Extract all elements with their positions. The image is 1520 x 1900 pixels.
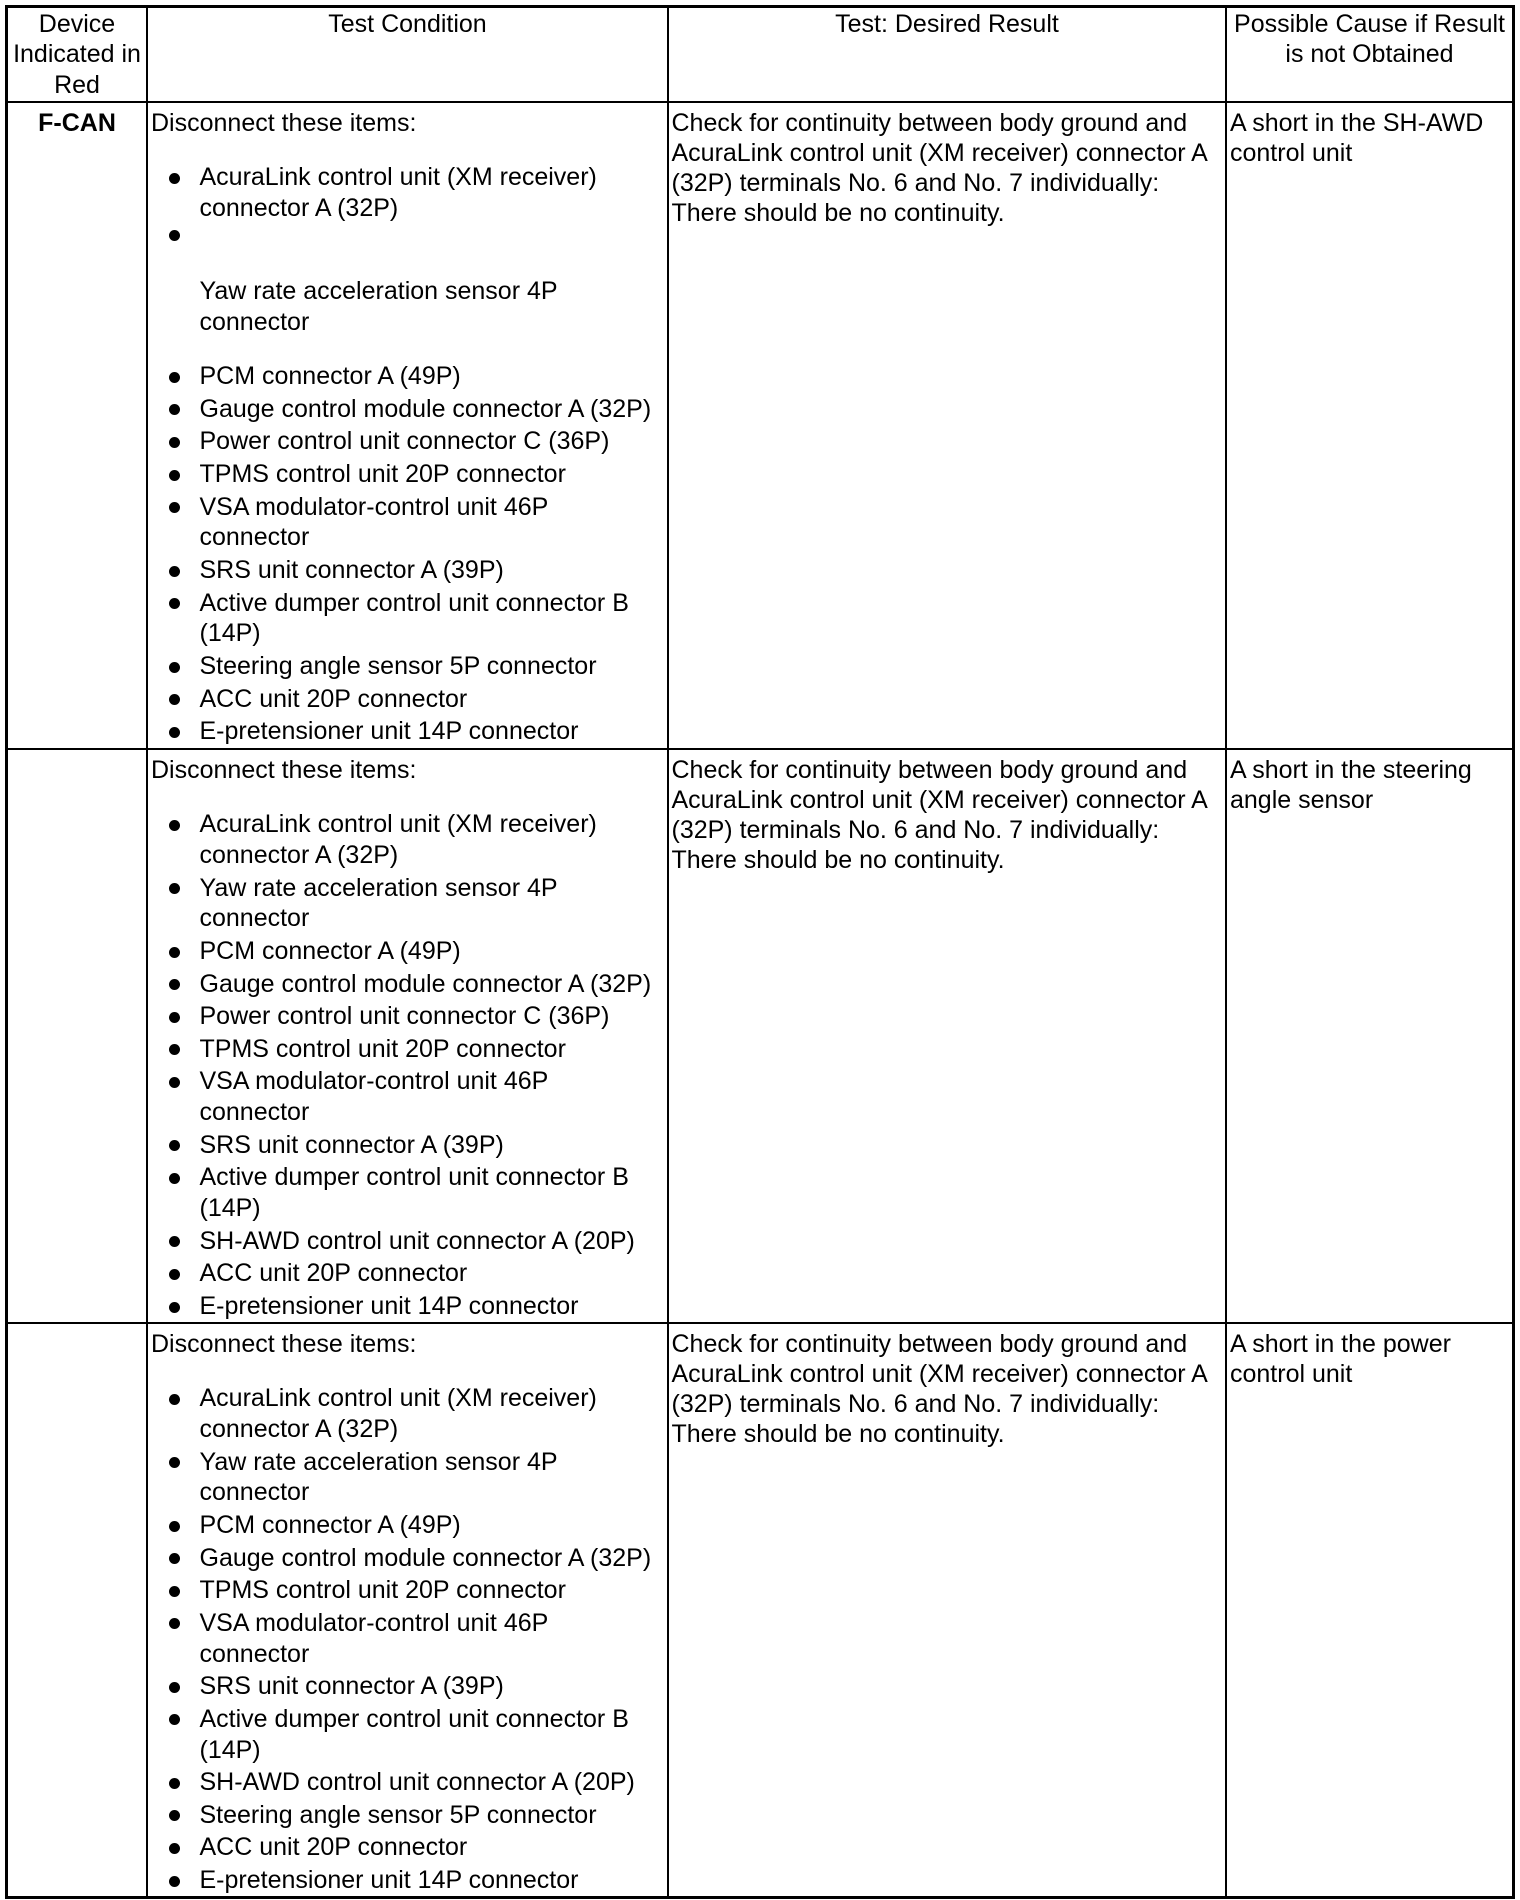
bullet-icon [169,1044,180,1055]
list-item [200,809,660,871]
list-item [200,394,660,425]
header-cause-label: Possible Cause if Result is not Obtained [1234,10,1505,69]
list-item [200,1226,660,1257]
list-item [200,1510,660,1541]
bullet-icon [169,1302,180,1313]
list-item [200,1543,660,1574]
condition-intro: Disconnect these items: [151,1329,417,1358]
list-item [200,492,660,554]
bullet-icon [169,1810,180,1821]
cause-text: A short in the steering angle sensor [1230,755,1472,814]
bullet-icon [169,1012,180,1023]
list-item-text: SRS unit connector A (39P) [199,556,504,585]
list-item-text: Steering angle sensor 5P connector [199,1800,597,1829]
list-item-text: SRS unit connector A (39P) [199,1130,504,1159]
bullet-icon [169,1778,180,1789]
result-cell [669,750,1225,1322]
list-item-text: VSA modulator-control unit 46P connector [199,492,548,552]
list-item [200,1066,660,1128]
device-cell [8,1324,146,1896]
list-item [200,1130,660,1161]
troubleshooting-table [5,5,1515,1899]
cause-cell [1227,1324,1512,1896]
list-item [200,459,660,490]
condition-cell [148,103,667,748]
list-item [200,1001,660,1032]
bullet-icon [169,883,180,894]
list-item [200,1800,660,1831]
header-result [669,8,1225,101]
list-item-text: AcuraLink control unit (XM receiver) connector A (32P) [199,810,597,870]
bullet-icon [169,1394,180,1405]
list-item [200,1671,660,1702]
list-item-text: TPMS control unit 20P connector [199,1576,566,1605]
condition-intro: Disconnect these items: [151,755,417,784]
list-item-text: Steering angle sensor 5P connector [199,652,597,680]
bullet-icon [169,598,180,609]
list-item [200,426,660,457]
list-item-text: SH-AWD control unit connector A (20P) [199,1768,635,1797]
list-item-empty [200,220,660,251]
result-expect-text: There should be no continuity. [671,1420,1005,1449]
result-check-text: Check for continuity between body ground and AcuraLink control unit (XM receiver) connector A (32P) terminals No. 6 and No. 7 individually: [671,1329,1207,1419]
bullet-icon [169,470,180,481]
list-item [200,873,660,935]
bullet-icon [169,1553,180,1564]
condition-intro: Disconnect these items: [151,108,417,137]
list-item [200,555,660,586]
list-item [200,162,660,224]
disconnect-list [151,162,667,747]
bullet-icon [169,1682,180,1693]
bullet-icon [169,1714,180,1725]
bullet-icon [169,1586,180,1597]
list-item [200,276,660,338]
list-item-text: Gauge control module connector A (32P) [199,394,652,423]
list-item-text: ACC unit 20P connector [199,1833,468,1862]
list-item [200,969,660,1000]
list-item [200,1832,660,1863]
bullet-icon [169,694,180,705]
result-check-text: Check for continuity between body ground and AcuraLink control unit (XM receiver) connector A (32P) terminals No. 6 and No. 7 individually: [671,755,1207,845]
list-item [200,716,660,747]
bullet-icon [169,1618,180,1629]
result-cell [669,1324,1225,1896]
list-item [200,1162,660,1224]
list-item-text: Active dumper control unit connector B (14P) [199,588,629,648]
bullet-icon [169,1173,180,1184]
bullet-icon [169,1269,180,1280]
bullet-icon [169,1236,180,1247]
bullet-icon [169,230,180,241]
list-item-text: Gauge control module connector A (32P) [199,969,652,998]
list-item [200,1575,660,1606]
list-item-text: TPMS control unit 20P connector [199,1034,566,1063]
list-item-text: VSA modulator-control unit 46P connector [199,1067,548,1127]
list-item-text: Yaw rate acceleration sensor 4P connector [199,873,558,933]
list-item [200,1034,660,1065]
list-item [200,588,660,650]
list-item [200,1608,660,1670]
bullet-icon [169,173,180,184]
list-item-text: VSA modulator-control unit 46P connector [199,1608,548,1668]
list-item-text: E-pretensioner unit 14P connector [199,717,579,746]
cause-text: A short in the SH-AWD control unit [1230,108,1484,167]
list-item-text: SRS unit connector A (39P) [199,1672,504,1701]
header-condition-label: Test Condition [328,10,487,38]
bullet-icon [169,979,180,990]
cause-cell [1227,103,1512,748]
list-item [200,1383,660,1445]
list-item [200,1865,660,1896]
list-item-text: AcuraLink control unit (XM receiver) connector A (32P) [199,163,597,223]
bullet-icon [169,1843,180,1854]
list-item-text: ACC unit 20P connector [199,684,468,713]
list-item-text: Power control unit connector C (36P) [199,1002,610,1031]
header-cause [1227,8,1512,101]
device-label: F-CAN [38,108,116,137]
bullet-icon [169,1077,180,1088]
list-item [200,651,660,682]
bullet-icon [169,1521,180,1532]
list-item-text: SH-AWD control unit connector A (20P) [199,1226,635,1255]
bullet-icon [169,1140,180,1151]
list-item-text: Yaw rate acceleration sensor 4P connector [199,276,558,336]
list-item-text: PCM connector A (49P) [199,1511,461,1540]
list-item-text: E-pretensioner unit 14P connector [199,1866,579,1894]
result-expect-text: There should be no continuity. [671,846,1005,875]
header-condition [148,8,667,101]
header-result-label: Test: Desired Result [835,10,1059,38]
condition-cell [148,750,667,1322]
disconnect-list [151,809,667,1322]
list-item [200,1291,660,1322]
bullet-icon [169,437,180,448]
cause-cell [1227,750,1512,1322]
list-item [200,1704,660,1766]
bullet-icon [169,820,180,831]
list-item-text: TPMS control unit 20P connector [199,460,566,489]
device-cell [8,750,146,1322]
list-item [200,1447,660,1509]
bullet-icon [169,662,180,673]
header-device [8,8,146,101]
bullet-icon [169,1457,180,1468]
header-device-label: Device Indicated in Red [13,10,141,99]
condition-cell [148,1324,667,1896]
result-check-text: Check for continuity between body ground and AcuraLink control unit (XM receiver) connector A (32P) terminals No. 6 and No. 7 individually: [671,108,1207,198]
list-item [200,936,660,967]
cause-text: A short in the power control unit [1230,1329,1451,1388]
list-item-text: Yaw rate acceleration sensor 4P connector [199,1447,558,1507]
device-cell [8,103,146,748]
list-item-text: PCM connector A (49P) [199,362,461,391]
list-item [200,1767,660,1798]
list-item-text: PCM connector A (49P) [199,937,461,966]
list-item-text: Active dumper control unit connector B (14P) [199,1163,629,1223]
bullet-icon [169,1876,180,1887]
bullet-icon [169,372,180,383]
result-expect-text: There should be no continuity. [671,199,1005,228]
bullet-icon [169,566,180,577]
bullet-icon [169,502,180,513]
list-item [200,684,660,715]
list-item-text: AcuraLink control unit (XM receiver) connector A (32P) [199,1384,597,1444]
list-item [200,361,660,392]
bullet-icon [169,727,180,738]
list-item-text: Active dumper control unit connector B (14P) [199,1704,629,1764]
list-item-text: E-pretensioner unit 14P connector [199,1292,579,1320]
list-item [200,1258,660,1289]
list-item-text: Power control unit connector C (36P) [199,427,610,456]
bullet-icon [169,947,180,958]
result-cell [669,103,1225,748]
list-item-text: Gauge control module connector A (32P) [199,1543,652,1572]
disconnect-list [151,1383,667,1896]
list-item-text: ACC unit 20P connector [199,1259,468,1288]
bullet-icon [169,404,180,415]
